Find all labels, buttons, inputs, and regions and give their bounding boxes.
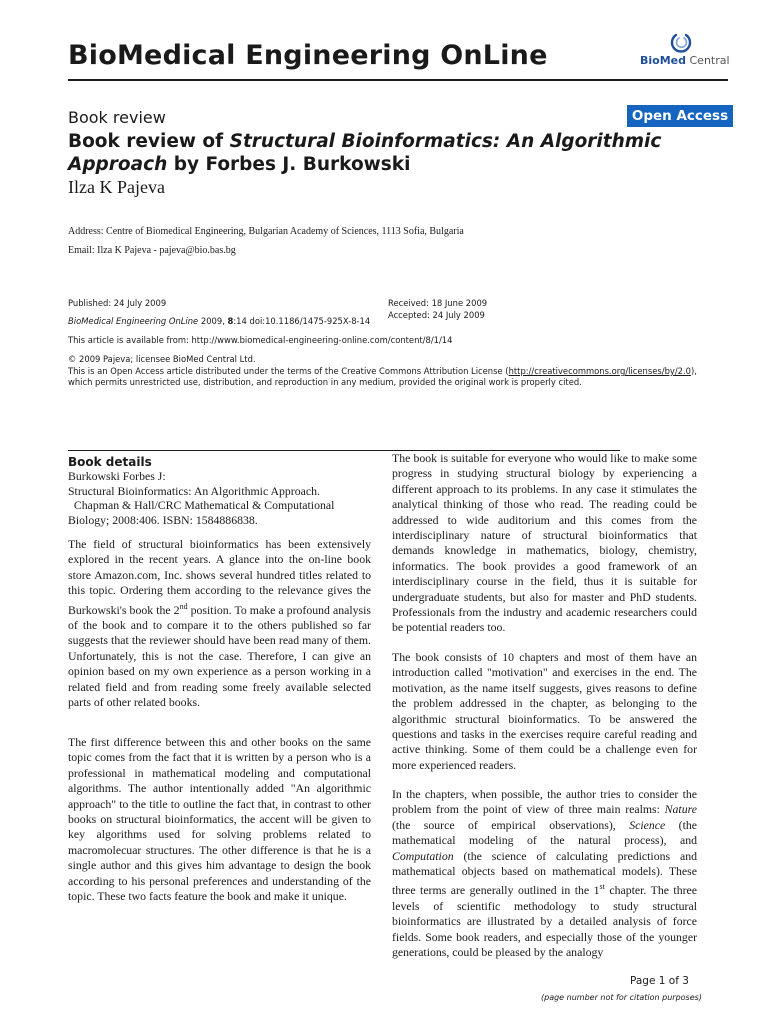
license-link[interactable]: http://creativecommons.org/licenses/by/2.0 [508,366,691,376]
biomed-central-swirl-icon [670,32,692,54]
page-number: Page 1 of 3 [630,975,689,987]
right-paragraph-1: The book is suitable for everyone who would like to make some progress in studying structural biology by experiencing a different approach to its problems. In any case it stimulates the analytical thinking of those who read. The reading could be addressed to wide auditorium and this comes from the interdisciplinary nature of structural bioinformatics that demands knowledge in mathematics, biology, chemistry, informatics. The book provides a good framework of an interdisciplinary course in the field, thus it is suitable for undergraduate students, but also for master and PhD students. Professionals from the industry and academic researchers could be potential readers too. [392,451,697,635]
book-details-heading: Book details [68,455,152,469]
citation-line: BioMedical Engineering OnLine 2009, 8:14 doi:10.1186/1475-925X-8-14 [68,316,371,326]
book-author: Burkowski Forbes J: [68,469,166,483]
journal-title: BioMedical Engineering OnLine [68,40,548,71]
license-terms: which permits unrestricted use, distribution, and reproduction in any medium, provided the original work is properly cited. [68,377,582,387]
title-book-name: Structural Bioinformatics: An Algorithmic Approach [68,131,662,175]
citation-volume: 8 [227,316,234,326]
article-title [68,130,728,176]
logo-text-central: Central [689,54,730,67]
book-series-isbn: Biology; 2008:406. ISBN: 1584886838. [68,512,258,527]
citation-journal: BioMedical Engineering OnLine [68,316,199,326]
article-url[interactable]: This article is available from: http://www.biomedical-engineering-online.com/content/8/1/14 [68,335,453,345]
accepted-date: Accepted: 24 July 2009 [388,310,485,320]
book-publisher: Chapman & Hall/CRC Mathematical & Computational [68,498,335,512]
header-rule [68,79,728,81]
article-type: Book review [68,108,166,127]
author-address: Address: Centre of Biomedical Engineering, Bulgarian Academy of Sciences, 1113 Sofia, Bulgaria [68,226,464,237]
right-paragraph-2: The book consists of 10 chapters and most of them have an introduction called "motivation" and exercises in the end. The motivation, as the name itself suggests, gives reasons to define the problem addressed in the chapter, as belonging to the algorithmic structural bioinformatics. To be answered the questions and tasks in the exercises require careful reading and active thinking. Some of them could be a challenge even for more experienced readers. [392,650,697,772]
open-access-badge: Open Access [627,105,733,127]
page-number-note: (page number not for citation purposes) [541,993,702,1002]
logo-text-biomed: BioMed [640,54,686,67]
publisher-logo [640,32,732,72]
author-name: Ilza K Pajeva [68,177,165,197]
book-details [68,469,354,527]
left-paragraph-1: The field of structural bioinformatics has been extensively explored in the recent years. A glance into the on-line book store Amazon.com, Inc. shows several hundred titles related to this topic. Ordering them according to the relevance gives the Burkowski's book the 2nd position. To make a profound analysis of the book and to compare it to the others published so far suggests that the reviewer should have been read many of them. Unfortunately, this is not the case. Therefore, I can give an opinion based on my own experience as a person working in a related field and from reading some freely available selected parts of other related books. [68,537,371,709]
author-email: Email: Ilza K Pajeva - pajeva@bio.bas.bg [68,245,236,256]
book-title: Structural Bioinformatics: An Algorithmic Approach. [68,483,320,498]
title-suffix: by Forbes J. Burkowski [167,154,411,175]
published-date: Published: 24 July 2009 [68,298,167,308]
license-line: This is an Open Access article distributed under the terms of the Creative Commons Attribution License (http://creativecommons.org/licenses/by/2.0), [68,366,697,376]
title-prefix: Book review of [68,131,230,152]
left-paragraph-2: The first difference between this and other books on the same topic comes from the fact that it is written by a person who is a professional in mathematical modeling and computational algorithms. The author intentionally added "An algorithmic approach" to the title to outline the fact that, in contrast to other books on structural bioinformatics, the accent will be given to key algorithms used for solving problems related to macromolecuar structures. The other difference is that he is a single author and this gives him advantage to design the book according to his personal preferences and understanding of the topic. These two facts feature the book and make it unique. [68,735,371,904]
copyright-line: © 2009 Pajeva; licensee BioMed Central Ltd. [68,354,256,364]
received-date: Received: 18 June 2009 [388,298,488,308]
right-paragraph-3: In the chapters, when possible, the author tries to consider the problem from the point of view of three main realms: Nature (the source of empirical observations), Science (the mathematical modeling of the natural process), and Computation (the science of calculating predictions and mathematical objects based on mathematical models). These three terms are generally outlined in the 1st chapter. The three levels of scientific methodology to study structural bioinformatics are illustrated by a detailed analysis of force fields. Some book readers, and especially those of the younger generations, could be pleased by the analogy [392,787,698,959]
